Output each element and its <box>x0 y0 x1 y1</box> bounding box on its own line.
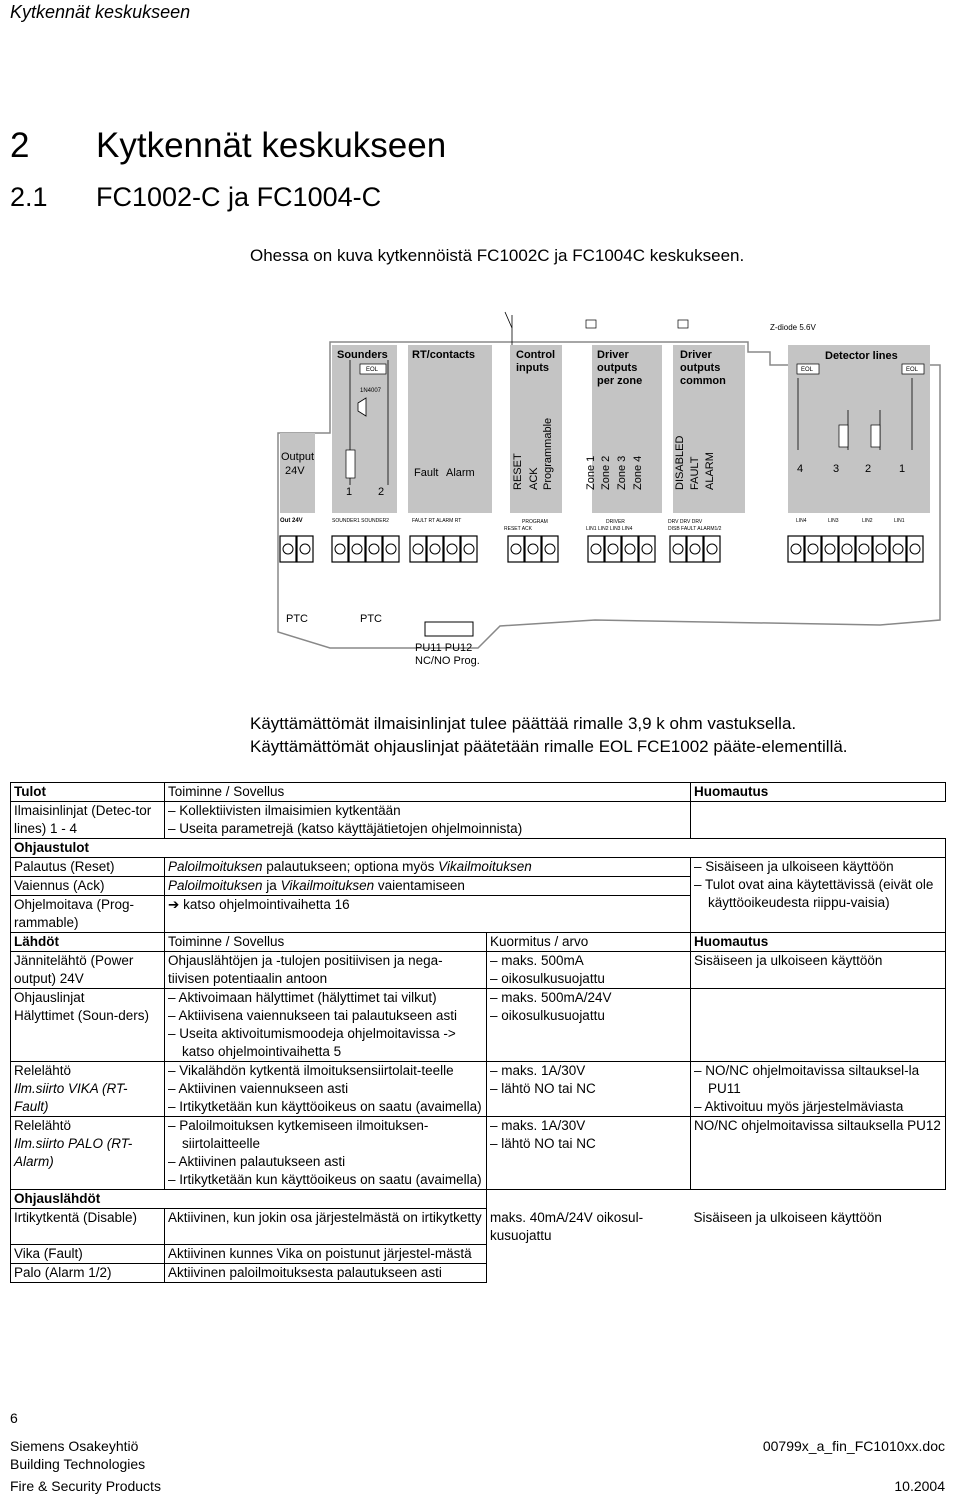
out-note-header: Huomautus <box>691 933 946 952</box>
outputs-header: Lähdöt <box>11 933 165 952</box>
sounders-label: Sounders <box>337 349 388 361</box>
list-item: – NO/NC ohjelmoitavissa siltauksel-la PU11 <box>694 1062 942 1098</box>
disable-name: Irtikytkentä (Disable) <box>11 1209 165 1245</box>
ack-f3: Vikailmoituksen <box>280 878 375 893</box>
terminal-screw <box>825 544 835 554</box>
list-item: – Kollektiivisten ilmaisimien kytkentään <box>168 802 687 820</box>
power-func: Ohjauslähtöjen ja -tulojen positiivisen ja nega-tiivisen potentiaalin antoon <box>165 952 487 989</box>
detector-lines-label: Detector lines <box>825 350 898 362</box>
terminal-screw <box>335 544 345 554</box>
reset-f2: palautukseen; optiona myös <box>262 859 439 874</box>
driver-zone-label-1: Driver <box>597 349 629 361</box>
programmable-input-label: Programmable <box>542 417 554 490</box>
sounders-load <box>487 989 691 1062</box>
terminal-screw <box>464 544 474 554</box>
control-inputs-label-2: inputs <box>516 362 549 374</box>
out24v-term-label: Out 24V <box>280 518 303 524</box>
output-24v-label-1: Output <box>281 451 315 463</box>
zone-4-label: Zone 4 <box>632 455 644 490</box>
sounder-num-2: 2 <box>378 486 385 498</box>
terminal-screw <box>842 544 852 554</box>
out-load-header: Kuormitus / arvo <box>487 933 691 952</box>
inputs-header: Tulot <box>11 783 165 802</box>
footer-company: Siemens Osakeyhtiö <box>10 1438 139 1454</box>
terminal-screw <box>690 544 700 554</box>
list-item: – Paloilmoituksen kytkemiseen ilmoituksen-siirtolaitteelle <box>168 1117 483 1153</box>
ack-f4: vaientamiseen <box>374 878 465 893</box>
intro-paragraph: Ohessa on kuva kytkennöistä FC1002C ja FC1004C keskukseen. <box>250 246 745 265</box>
terminal-screw <box>352 544 362 554</box>
ack-input-label: ACK <box>528 467 540 490</box>
drv-term-label: DRV DRV DRV <box>668 519 703 525</box>
reset-func <box>165 858 691 877</box>
list-item: – Sisäiseen ja ulkoiseen käyttöön <box>694 858 942 876</box>
relay-fault-name-1: Relelähtö <box>14 1063 72 1078</box>
footer-group: Fire & Security Products <box>10 1478 161 1494</box>
relay-alarm-load <box>487 1117 691 1190</box>
table-row <box>11 858 946 877</box>
relay-alarm-name <box>11 1117 165 1190</box>
list-item: – Useita aktivoitumismoodeja ohjelmoitavissa -> katso ohjelmointivaihetta 5 <box>168 1025 483 1061</box>
terminal-screw <box>413 544 423 554</box>
list-item: – Useita parametrejä (katso käyttäjätietojen ohjelmoinnista) <box>168 820 687 838</box>
det-num-1: 1 <box>899 463 906 475</box>
prog-name: Ohjelmoitava (Prog-rammable) <box>11 896 165 933</box>
fault-name: Vika (Fault) <box>11 1245 165 1264</box>
eol-label-det-2: EOL <box>906 367 919 373</box>
note-header: Huomautus <box>691 783 946 802</box>
list-item: – Aktivoimaan hälyttimet (hälyttimet tai vilkut) <box>168 989 483 1007</box>
section-title-text: FC1002-C ja FC1004-C <box>96 182 382 212</box>
terminal-screw <box>608 544 618 554</box>
ack-f1: Paloilmoituksen <box>168 878 263 893</box>
page-number: 6 <box>10 1410 18 1426</box>
sounders-note <box>691 989 946 1062</box>
det-num-3: 3 <box>833 463 840 475</box>
footer-date: 10.2004 <box>894 1478 945 1494</box>
list-item: – Aktiivinen vaiennukseen asti <box>168 1080 483 1098</box>
driver-common-label-3: common <box>680 375 726 387</box>
terminal-screw <box>591 544 601 554</box>
power-name: Jännitelähtö (Power output) 24V <box>11 952 165 989</box>
driver-common-label-2: outputs <box>680 362 721 374</box>
lin2-label: LIN2 <box>862 518 873 524</box>
list-item: – lähtö NO tai NC <box>490 1135 687 1153</box>
control-inputs-label-1: Control <box>516 349 556 361</box>
wiring-diagram <box>250 300 960 680</box>
terminal-screw <box>386 544 396 554</box>
relay-alarm-note: NO/NC ohjelmoitavissa siltauksella PU12 <box>691 1117 946 1190</box>
relay-fault-func <box>165 1062 487 1117</box>
fault-output-label: FAULT <box>689 456 701 490</box>
chapter-title <box>10 126 446 166</box>
zone-3-label: Zone 3 <box>616 455 628 490</box>
lin3-label: LIN3 <box>828 518 839 524</box>
table-row <box>11 839 946 858</box>
table-row <box>11 952 946 989</box>
terminal-screw <box>300 544 310 554</box>
power-load <box>487 952 691 989</box>
driver-common-label-1: Driver <box>680 349 712 361</box>
list-item: – Aktivoituu myös järjestelmäviasta <box>694 1098 942 1116</box>
driver-zone-label-3: per zone <box>597 375 643 387</box>
rt-contacts-box <box>408 345 492 513</box>
zone-1-label: Zone 1 <box>585 455 597 490</box>
terminal-screw <box>893 544 903 554</box>
section-number: 2.1 <box>10 182 48 212</box>
reset-ack-term-label: RESET ACK <box>504 526 532 532</box>
relay-alarm-func <box>165 1117 487 1190</box>
terminal-screw <box>859 544 869 554</box>
table-row <box>11 1062 946 1117</box>
list-item: – oikosulkusuojattu <box>490 970 687 988</box>
list-item: – maks. 1A/30V <box>490 1062 687 1080</box>
ack-name: Vaiennus (Ack) <box>11 877 165 896</box>
disabled-output-label: DISABLED <box>674 435 686 490</box>
ctrl-notes <box>691 858 946 933</box>
relay-fault-load <box>487 1062 691 1117</box>
power-note: Sisäiseen ja ulkoiseen käyttöön <box>691 952 946 989</box>
note-2: Käyttämättömät ohjauslinjat päätetään rimalle EOL FCE1002 pääte-elementillä. <box>250 737 848 756</box>
sounders-name <box>11 989 165 1062</box>
program-term-label: PROGRAM <box>522 519 548 525</box>
list-item: – Irtikytketään kun käyttöoikeus on saatu (avaimella) <box>168 1171 483 1189</box>
sounder-num-1: 1 <box>346 486 353 498</box>
table-row <box>11 1190 946 1209</box>
sounders-name-1: Ohjauslinjat <box>14 990 85 1005</box>
fault-contact-label: Fault <box>414 467 439 479</box>
note-1: Käyttämättömät ilmaisinlinjat tulee päättää rimalle 3,9 k ohm vastuksella. <box>250 714 797 733</box>
terminal-screw <box>283 544 293 554</box>
terminal-screw <box>642 544 652 554</box>
eol-box-2 <box>346 450 355 478</box>
terminal-screw <box>707 544 717 554</box>
footer-doc-id: 00799x_a_fin_FC1010xx.doc <box>762 1438 945 1454</box>
terminal-screw <box>876 544 886 554</box>
lin-term-label: LIN1 LIN2 LIN3 LIN4 <box>586 526 633 532</box>
det-lines-name: Ilmaisinlinjat (Detec-tor lines) 1 - 4 <box>11 802 165 839</box>
list-item: – Aktiivinen palautukseen asti <box>168 1153 483 1171</box>
diode-label: 1N4007 <box>360 388 382 394</box>
table-row <box>11 1209 946 1245</box>
list-item: – maks. 500mA <box>490 952 687 970</box>
ctrl-outputs-head: Ohjauslähdöt <box>11 1190 487 1209</box>
pu-label: PU11 PU12 <box>415 642 473 654</box>
terminal-blocks <box>280 536 923 562</box>
list-item: – Aktiivisena vaiennukseen tai palautukseen asti <box>168 1007 483 1025</box>
relay-alarm-name-2: Ilm.siirto PALO (RT-Alarm) <box>14 1136 133 1169</box>
ack-f2: ja <box>262 878 281 893</box>
relay-fault-name <box>11 1062 165 1117</box>
ptc-label-2: PTC <box>360 613 382 625</box>
relay-fault-name-2: Ilm.siirto VIKA (RT-Fault) <box>14 1081 128 1114</box>
list-item: – Irtikytketään kun käyttöoikeus on saatu (avaimella) <box>168 1098 483 1116</box>
list-item: – oikosulkusuojattu <box>490 1007 687 1025</box>
ctrl-inputs-head: Ohjaustulot <box>11 839 946 858</box>
drv-sub-term-label: DISB FAULT ALARM1/2 <box>668 526 722 532</box>
reset-f3: Vikailmoituksen <box>438 859 532 874</box>
table-row <box>11 989 946 1062</box>
table-row <box>11 1117 946 1190</box>
table-row <box>11 1245 946 1264</box>
terminal-screw <box>791 544 801 554</box>
disable-func: Aktiivinen, kun jokin osa järjestelmästä on irtikytketty <box>165 1209 487 1245</box>
terminal-screw <box>625 544 635 554</box>
lin4-label: LIN4 <box>796 518 807 524</box>
terminal-screw <box>528 544 538 554</box>
terminal-screw <box>910 544 920 554</box>
io-table <box>10 782 946 1283</box>
zone-2-label: Zone 2 <box>600 455 612 490</box>
section-title <box>10 182 381 213</box>
table-row <box>11 802 946 839</box>
prog-func <box>165 896 691 933</box>
alarm-func: Aktiivinen paloilmoituksesta palautukseen asti <box>165 1264 487 1283</box>
reset-input-label: RESET <box>512 453 524 490</box>
table-row <box>11 1264 946 1283</box>
nc-no-label: NC/NO Prog. <box>415 655 480 667</box>
terminal-screw <box>511 544 521 554</box>
sounder-term-label: SOUNDER1 SOUNDER2 <box>332 518 389 524</box>
prog-func-text: ➔ katso ohjelmointivaihetta 16 <box>168 897 350 912</box>
reset-f1: Paloilmoituksen <box>168 859 263 874</box>
eol-label: EOL <box>366 367 379 373</box>
det-num-2: 2 <box>865 463 872 475</box>
terminal-screw <box>447 544 457 554</box>
terminal-screw <box>673 544 683 554</box>
lin1-label: LIN1 <box>894 518 905 524</box>
disable-load: maks. 40mA/24V oikosul-kusuojattu <box>490 1209 644 1243</box>
list-item: – lähtö NO tai NC <box>490 1080 687 1098</box>
running-header: Kytkennät keskukseen <box>10 2 191 22</box>
output-24v-label-2: 24V <box>285 465 305 477</box>
notes <box>250 712 848 758</box>
relay-alarm-name-1: Relelähtö <box>14 1118 72 1133</box>
disable-note: Sisäiseen ja ulkoiseen käyttöön <box>693 1209 882 1225</box>
out-func-header: Toiminne / Sovellus <box>165 933 487 952</box>
alarm-name: Palo (Alarm 1/2) <box>11 1264 165 1283</box>
terminal-screw <box>545 544 555 554</box>
det-num-4: 4 <box>797 463 804 475</box>
list-item: – maks. 1A/30V <box>490 1117 687 1135</box>
eol-label-det: EOL <box>801 367 814 373</box>
terminal-screw <box>430 544 440 554</box>
table-row <box>11 783 946 802</box>
ack-func <box>165 877 691 896</box>
chapter-title-text: Kytkennät keskukseen <box>96 126 447 165</box>
footer-division: Building Technologies <box>10 1456 146 1472</box>
table-row <box>11 933 946 952</box>
sounders-func <box>165 989 487 1062</box>
relay-fault-note <box>691 1062 946 1117</box>
ptc-label-1: PTC <box>286 613 308 625</box>
rt-term-label: FAULT RT ALARM RT <box>412 518 462 524</box>
terminal-screw <box>808 544 818 554</box>
chapter-number: 2 <box>10 126 30 165</box>
func-header: Toiminne / Sovellus <box>165 783 691 802</box>
det-lines-func <box>165 802 691 839</box>
driver-zone-label-2: outputs <box>597 362 638 374</box>
zdiode-label: Z-diode 5.6V <box>770 323 816 332</box>
terminal-screw <box>369 544 379 554</box>
alarm-output-label: ALARM <box>704 452 716 490</box>
list-item: – Tulot ovat aina käytettävissä (eivät ole käyttöoikeudesta riippu-vaisia) <box>694 876 942 912</box>
list-item: – Vikalähdön kytkentä ilmoituksensiirtolait-teelle <box>168 1062 483 1080</box>
fault-func: Aktiivinen kunnes Vika on poistunut järjestel-mästä <box>165 1245 487 1264</box>
rt-contacts-label: RT/contacts <box>412 349 475 361</box>
alarm-contact-label: Alarm <box>446 467 475 479</box>
sounders-name-2: Hälyttimet (Soun-ders) <box>14 1008 150 1023</box>
list-item: – maks. 500mA/24V <box>490 989 687 1007</box>
driver-term-label: DRIVER <box>606 519 625 525</box>
jumper-block <box>425 622 473 636</box>
reset-name: Palautus (Reset) <box>11 858 165 877</box>
